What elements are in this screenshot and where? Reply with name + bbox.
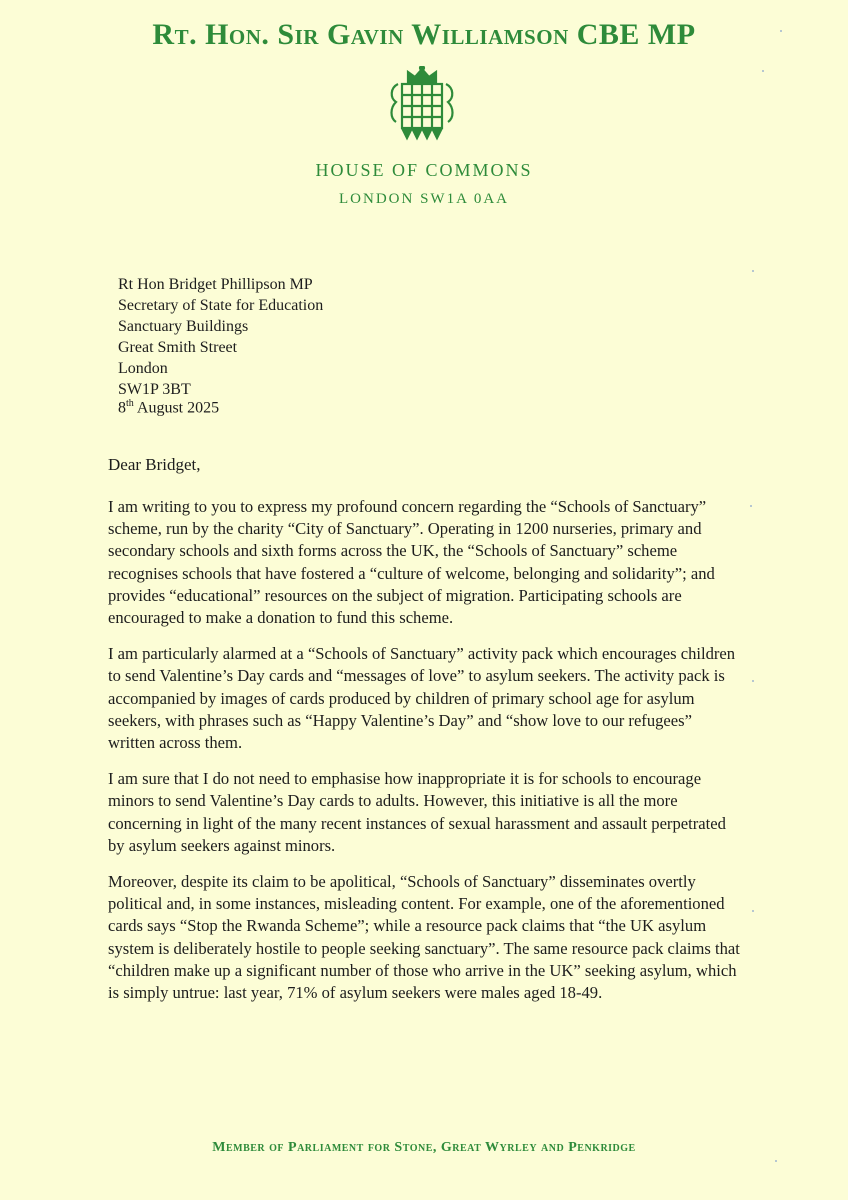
recipient-line: Sanctuary Buildings <box>118 318 249 335</box>
scan-speck <box>752 910 754 912</box>
scan-speck <box>775 1160 777 1162</box>
recipient-line: Great Smith Street <box>118 339 238 356</box>
body-paragraph: Moreover, despite its claim to be apolitical, “Schools of Sanctuary” disseminates overtly political and, in some instances, misleading content. For example, one of the aforementioned cards says “Stop the Rwanda Scheme”; while a resource pack claims that “the UK asylum system is deliberately hostile to people seeking sanctuary”. The same resource pack claims that “children make up a significant number of those who arrive in the UK” seeking asylum, which is simply untrue: last year, 71% of asylum seekers were males aged 18-49. <box>108 872 740 1003</box>
constituency-footer: Member of Parliament for Stone, Great Wyrley and Penkridge <box>212 1140 636 1155</box>
scan-speck <box>780 30 782 32</box>
date-rest: August 2025 <box>133 399 220 417</box>
scan-speck <box>762 70 764 72</box>
body-paragraph: I am particularly alarmed at a “Schools of Sanctuary” activity pack which encourages children to send Valentine’s Day cards and “messages of love” to asylum seekers. The activity pack is accompanied by images of cards produced by children of primary school age for asylum seekers, with phrases such as “Happy Valentine’s Day” and “show love to our refugees” written across them. <box>108 644 736 753</box>
recipient-address <box>118 274 323 400</box>
recipient-line: Secretary of State for Education <box>118 297 324 314</box>
date-day: 8 <box>118 399 126 417</box>
letter-date <box>118 398 219 417</box>
scan-speck <box>752 270 754 272</box>
mp-name-heading: Rt. Hon. Sir Gavin Williamson CBE MP <box>152 18 696 51</box>
recipient-line: SW1P 3BT <box>118 381 191 398</box>
recipient-line: Rt Hon Bridget Phillipson MP <box>118 276 313 293</box>
salutation: Dear Bridget, <box>108 455 201 474</box>
address-city-label: LONDON SW1A 0AA <box>339 191 509 207</box>
date-suffix: th <box>126 398 134 409</box>
recipient-line: London <box>118 360 168 377</box>
body-paragraph: I am sure that I do not need to emphasise how inappropriate it is for schools to encourage minors to send Valentine’s Day cards to adults. However, this initiative is all the more concerning in light of the many recent instances of sexual harassment and assault perpetrated by asylum seekers against minors. <box>108 769 726 855</box>
house-of-commons-label: HOUSE OF COMMONS <box>315 160 533 180</box>
scan-speck <box>750 505 752 507</box>
scan-speck <box>752 680 754 682</box>
letter-body <box>108 496 740 1018</box>
body-paragraph: I am writing to you to express my profound concern regarding the “Schools of Sanctuary” scheme, run by the charity “City of Sanctuary”. Operating in 1200 nurseries, primary and secondary schools and sixth forms across the UK, the “Schools of Sanctuary” scheme recognises schools that have fostered a “culture of welcome, belonging and solidarity”; and provides “educational” resources on the subject of migration. Participating schools are encouraged to make a donation to fund this scheme. <box>108 497 715 628</box>
portcullis-icon <box>384 66 460 146</box>
